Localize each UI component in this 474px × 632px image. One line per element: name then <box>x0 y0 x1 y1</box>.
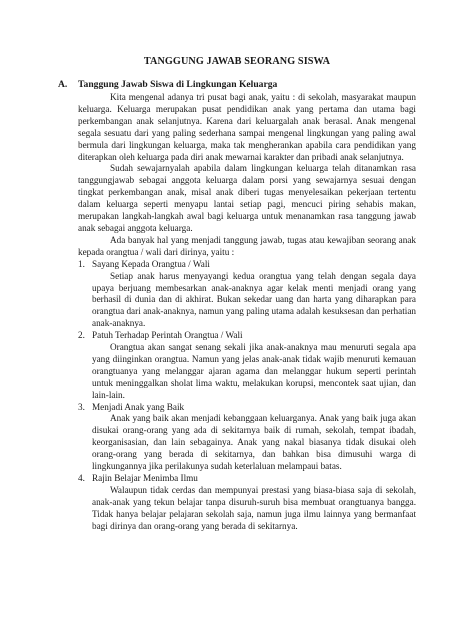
list-item <box>78 402 416 473</box>
list-item <box>78 330 416 401</box>
list-item-number: 3. <box>78 401 85 412</box>
list-item-text: Orangtua akan sangat senang sekali jika anak-anaknya mau menuruti segala apa yang diinginkan orangtua. Namun yang jelas anak-anak tidak wajib menuruti kemauan orangtuanya yang melanggar ajaran agama dan melanggar hukum seperti perintah untuk meninggalkan sholat lima waktu, melakukan korupsi, mencontek saat ujian, dan lain-lain. <box>92 342 416 400</box>
list-item-heading <box>78 259 416 271</box>
paragraph: Kita mengenal adanya tri pusat bagi anak, yaitu : di sekolah, masyarakat maupun keluarga. Keluarga merupakan pusat pendidikan anak yang pertama dan utama bagi perkembangan anak selanjutnya. Karena dari keluargalah anak berasal. Anak mengenal segala sesuatu dari yang paling sederhana sampai mengenal lingkungan yang paling awal bermula dari lingkungan keluarga, maka tak mengherankan apabila cara pendidikan yang diterapkan oleh keluarga pada diri anak mewarnai karakter dan pribadi anak selanjutnya. <box>78 92 416 162</box>
list-item <box>78 259 416 330</box>
document-title: TANGGUNG JAWAB SEORANG SISWA <box>143 56 331 67</box>
list-item-title: Patuh Terhadap Perintah Orangtua / Wali <box>92 330 243 341</box>
section-body <box>78 92 416 533</box>
list-item-title: Sayang Kepada Orangtua / Wali <box>92 258 210 269</box>
list-item-heading <box>78 330 416 342</box>
list-item-heading <box>78 402 416 414</box>
paragraph: Sudah sewajarnyalah apabila dalam lingkungan keluarga telah ditanamkan rasa tanggungjawab sebagai anggota keluarga dalam porsi yang sewajarnya sesuai dengan tingkat perkembangan anak, misal anak diberi tugas menyelesaikan pekerjaan tertentu dalam keluarga seperti menyapu lantai setiap pagi, mencuci piring sehabis makan, merupakan langkah-langkah awal bagi keluarga untuk menanamkan rasa tanggung jawab anak sebagai anggota keluarga. <box>78 163 416 233</box>
section-letter: A. <box>58 79 68 90</box>
responsibility-list <box>78 259 416 533</box>
list-item <box>78 473 416 533</box>
list-item-number: 4. <box>78 473 85 483</box>
list-item-title: Rajin Belajar Menimba Ilmu <box>92 473 198 483</box>
list-item-number: 1. <box>78 258 85 269</box>
list-item-text: Walaupun tidak cerdas dan mempunyai prestasi yang biasa-biasa saja di sekolah, anak-anak yang tekun belajar tanpa disuruh-suruh bisa membuat orangtuanya bangga. Tidak hanya belajar pelajaran sekolah saja, namun juga ilmu lainnya yang bermanfaat bagi dirinya dan orang-orang yang berada di sekitarnya. <box>92 484 416 531</box>
section-heading <box>58 79 416 90</box>
list-item-heading <box>78 473 416 485</box>
section-title: Tanggung Jawab Siswa di Lingkungan Keluarga <box>78 79 278 90</box>
list-item-title: Menjadi Anak yang Baik <box>92 401 185 412</box>
list-item-number: 2. <box>78 330 85 341</box>
list-item-text: Anak yang baik akan menjadi kebanggaan keluarganya. Anak yang baik juga akan disukai orang-orang yang ada di sekitarnya baik di rumah, sekolah, tempat ibadah, keorganisasian, dan lain sebagainya. Anak yang nakal biasanya tidak disukai oleh orang-orang yang berada di sekitarnya, dan bahkan bisa dimusuhi warga di lingkungannya jika perilakunya sudah keterlaluan melampaui batas. <box>92 413 416 472</box>
paragraph: Ada banyak hal yang menjadi tanggung jawab, tugas atau kewajiban seorang anak kepada orangtua / wali dari dirinya, yaitu : <box>78 234 416 257</box>
list-item-text: Setiap anak harus menyayangi kedua orangtua yang telah dengan segala daya upaya berjuang membesarkan anak-anaknya agar kelak menti menjadi orang yang berhasil di dunia dan di akhirat. Bukan sekedar uang dan harta yang diharapkan para orangtua dari anak-anaknya, namun yang paling utama adalah kesuksesan dan perhatian anak-anaknya. <box>92 270 416 329</box>
